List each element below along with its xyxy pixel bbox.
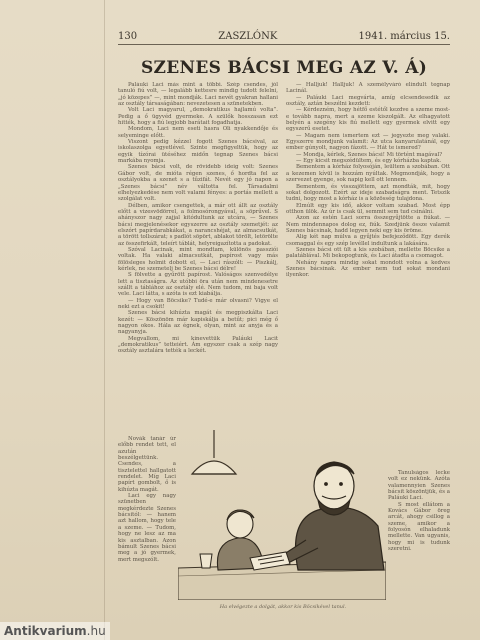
paragraph: Azon az estén Laci sorra összegyűjtötte a fiúkat. — Nem mindennapos dolog ez, fiúk. Szedjünk össze valamit Szenes bácsinak, hadd legyen neki egy kis öröme. bbox=[286, 215, 450, 234]
paragraph: Megvallom, mi kinevettük Paláuki Lacit „demokratikus” tetteiért. Ám egyszer csak a szép nagy osztály asztalára tették a leckét. bbox=[118, 335, 278, 355]
paragraph: Alig két nap múlva a gyűjtés befejeződött. Egy derék csomaggal és egy szép levéllel indultunk a lakására. bbox=[286, 234, 450, 247]
cup-icon bbox=[200, 554, 212, 568]
paragraph: Volt Laci magyarul, „demokratikus hajlamú volta”. Pedig a ő ügyvéd gyermeke. A szülők hosszasan ezt hitték, hogy a fiú legjobb barátait fogadhatja. bbox=[118, 107, 278, 127]
right-lower-column bbox=[388, 470, 450, 618]
paragraph: Paláuki Laci más mint a többi. Szép csendes, jól tanuló fiú volt, — legalább kettesre mindig tudott felelni, „jó közepes” —, mint mondják. Laci nevét gyakran hallani az osztály társaságában: nevezetesen a szünetekben. bbox=[118, 82, 278, 108]
paragraph: — Mondja, kérlek, Szenes bácsi! Mi történt magával? bbox=[296, 151, 443, 158]
paragraph: — Egy kicsit megszédültem, és egy kórházba kaptak. bbox=[296, 158, 442, 165]
paragraph: Tanulságos lecke volt ez nekünk. Azóta valamennyien Szenes bácsit köszöntjük, és a Paláuki Laci. bbox=[388, 470, 450, 502]
paragraph: Bementem a kórház folyosóján, leültem a szobában. Ott a kezemen kívül is hozzám nyúltak. Megmondják, hogy a szervezet gyenge, sok napig kell ott lennem. bbox=[286, 164, 450, 184]
magazine-name: ZASZLÓNK bbox=[218, 30, 278, 42]
paragraph: Bementem, és visszajöttem, azt mondták, mit, hogy sokat dolgozott. Ezért az ideje szabadságra ment. Tetszik tudni, hogy most a kórház is a közösség tulajdona. bbox=[286, 183, 450, 203]
lamp-icon bbox=[192, 430, 236, 474]
paragraph: Novák tanár úr előbb rendet tett, el azután beszélgettünk. Csendes, a tisztelettel hallgatott rendelet. Míg Laci papírt gombolt, ő is kihúzta magát. bbox=[118, 436, 176, 493]
page-header bbox=[118, 28, 450, 44]
paragraph: Elmúlt egy kis idő, akkor voltam szabad. Most épp otthon ülök. Az úr is csak ül, semmit sem tud csinálni. bbox=[286, 202, 450, 215]
article-title: SZENES BÁCSI MEG AZ V. Á) bbox=[140, 58, 428, 78]
right-column bbox=[286, 82, 450, 470]
paragraph: — Paláuki Laci megvárta, amíg elcsendesedik az osztály, aztán beszélni kezdett: bbox=[286, 94, 450, 108]
paragraph: — Hogy van Böcsike? Tudé-e már olvasni? Vigye el neki ezt a csokit! bbox=[118, 297, 278, 311]
paragraph: Viszont pedig kézzel fogott Szenes bácsival, az iskolaszolga egyetlével. Szinte megfigyeltük, hogy az egyik tízórai ütéséhez midőn tegnap Szenes bácsi markába nyomja. bbox=[118, 139, 278, 165]
page-number: 130 bbox=[118, 30, 138, 42]
paragraph: Szóval Lacinak, mint mondtam, különös passziói voltak. Ha valaki almacsutkát, papírost vagy más fölösleges holmit dobott el, — Laci rászólt: — Piszkálj, kérlek, ne szemetelj be Szenes bácsi délre! bbox=[118, 246, 278, 272]
paragraph: Nehány napra mindig sokat mondott volna a kedves Szenes bácsinak. Az ember nem tud sokat mondani ilyenkor. bbox=[286, 259, 450, 279]
watermark bbox=[0, 622, 110, 640]
left-column bbox=[118, 82, 278, 434]
paragraph: Szenes bácsi volt, de rövidebb ideig volt: Szenes Gábor volt, de mióta régen szenes, ő hordta fel az osztályokba a szenet s a tűzifát. Nevét egy jó napon a „Szenes bácsi” név váltotta fel. Társadalmi elhelyezkedése nem volt valami fényes: a portás mellett a szolgálat volt. bbox=[118, 164, 278, 203]
binding-shadow bbox=[104, 0, 105, 640]
paragraph: — Kérdezném, hogy hétfő estétől kezdve a szeme most-e tovább napra, mert a szeme kiszolgált. Az elhagyatott belyén a szegény kis fiú mellett egy gyermek elvitt egy egyszerű esetet. bbox=[286, 107, 450, 133]
paragraph: Laci egy nagy szünetben megkérdezte Szenes bácsitól: — hanem azt hallom, hogy tele a szeme. — Tudom, hogy ne lesz az ma kis asztalban. Azon bámult Szenes bácsi meg a jó gyermek, mert megszólt. bbox=[118, 493, 176, 563]
paragraph: Mondom, Laci nem eseti hasra Oli nyakkendője és selyeminge előtt. bbox=[118, 126, 278, 139]
issue-date: 1941. március 15. bbox=[358, 30, 450, 42]
watermark-suffix: .hu bbox=[86, 624, 106, 638]
header-rule bbox=[118, 44, 450, 45]
paragraph: — Magam nem ismertem ezt — jegyezte meg valaki. Egyszerre mondjunk valamit: Az utca kanyarulatánál, egy ember gúnyolt, nagyon fázott. — Hát te ismered? bbox=[286, 132, 450, 152]
man-figure bbox=[278, 462, 384, 570]
left-lower-column bbox=[118, 436, 176, 596]
paragraph: Délben, amikor csengettek, a már ott állt az osztály előtt a vizesvödörrel, a folmosórongyával, a söprűvel. S ahányszor nagy zajjal kitódultunk az utcára, — Szenes bácsi megjelenésekor egyszerre az osztály szemetjét: az elszórt papírdarabkákat, a narancshéjat, az almacsutkát, a törött tollszárat; s padlót söpört, ablakot törölt, letörölte az összefirkált, teleírt táblát, helyreigazította a padokat. bbox=[118, 202, 278, 247]
paragraph: S fölvette a gyűrött papírost. Valóságos szenvedélye lett a tisztaságra. Az utóbbi öra után nem mindenesetre szállt a táblához az osztály elé. Nem tudom, mi baja volt vele. Laci látta, s azóta is ezt kiabálja. bbox=[118, 272, 278, 298]
illustration-caption: Ha elvégezte a dolgát, akkor kis Böcsikével tanul. bbox=[219, 604, 347, 610]
illustration-man-and-child-reading bbox=[178, 430, 386, 600]
paragraph: Szenes bácsi ott ült a kis szobában, mellette Böcsike a palatáblával. Mi bekopogtunk, és Laci átadta a csomagot. bbox=[286, 246, 450, 260]
watermark-brand: Antikvarium bbox=[4, 624, 87, 638]
paragraph: — Halljuk! Halljuk! A személyváró elindult tegnap Lacinál. bbox=[286, 82, 450, 95]
paragraph: Szenes bácsi kihúzta magát és megpiszkálta Laci kezét: — Köszönöm már kapiskálja a betűt; pici még ő nagyon okos. Hála az égnek, olyan, mint az anyja és a nagyanyja. bbox=[118, 310, 278, 336]
paragraph: S most ellátom a Kovács Gábor öreg arcát, ahogy csillog a szeme, amikor a folyosón elhaladunk mellette. Van ugyanis, hogy mi is tudunk szeretni. bbox=[388, 501, 450, 553]
